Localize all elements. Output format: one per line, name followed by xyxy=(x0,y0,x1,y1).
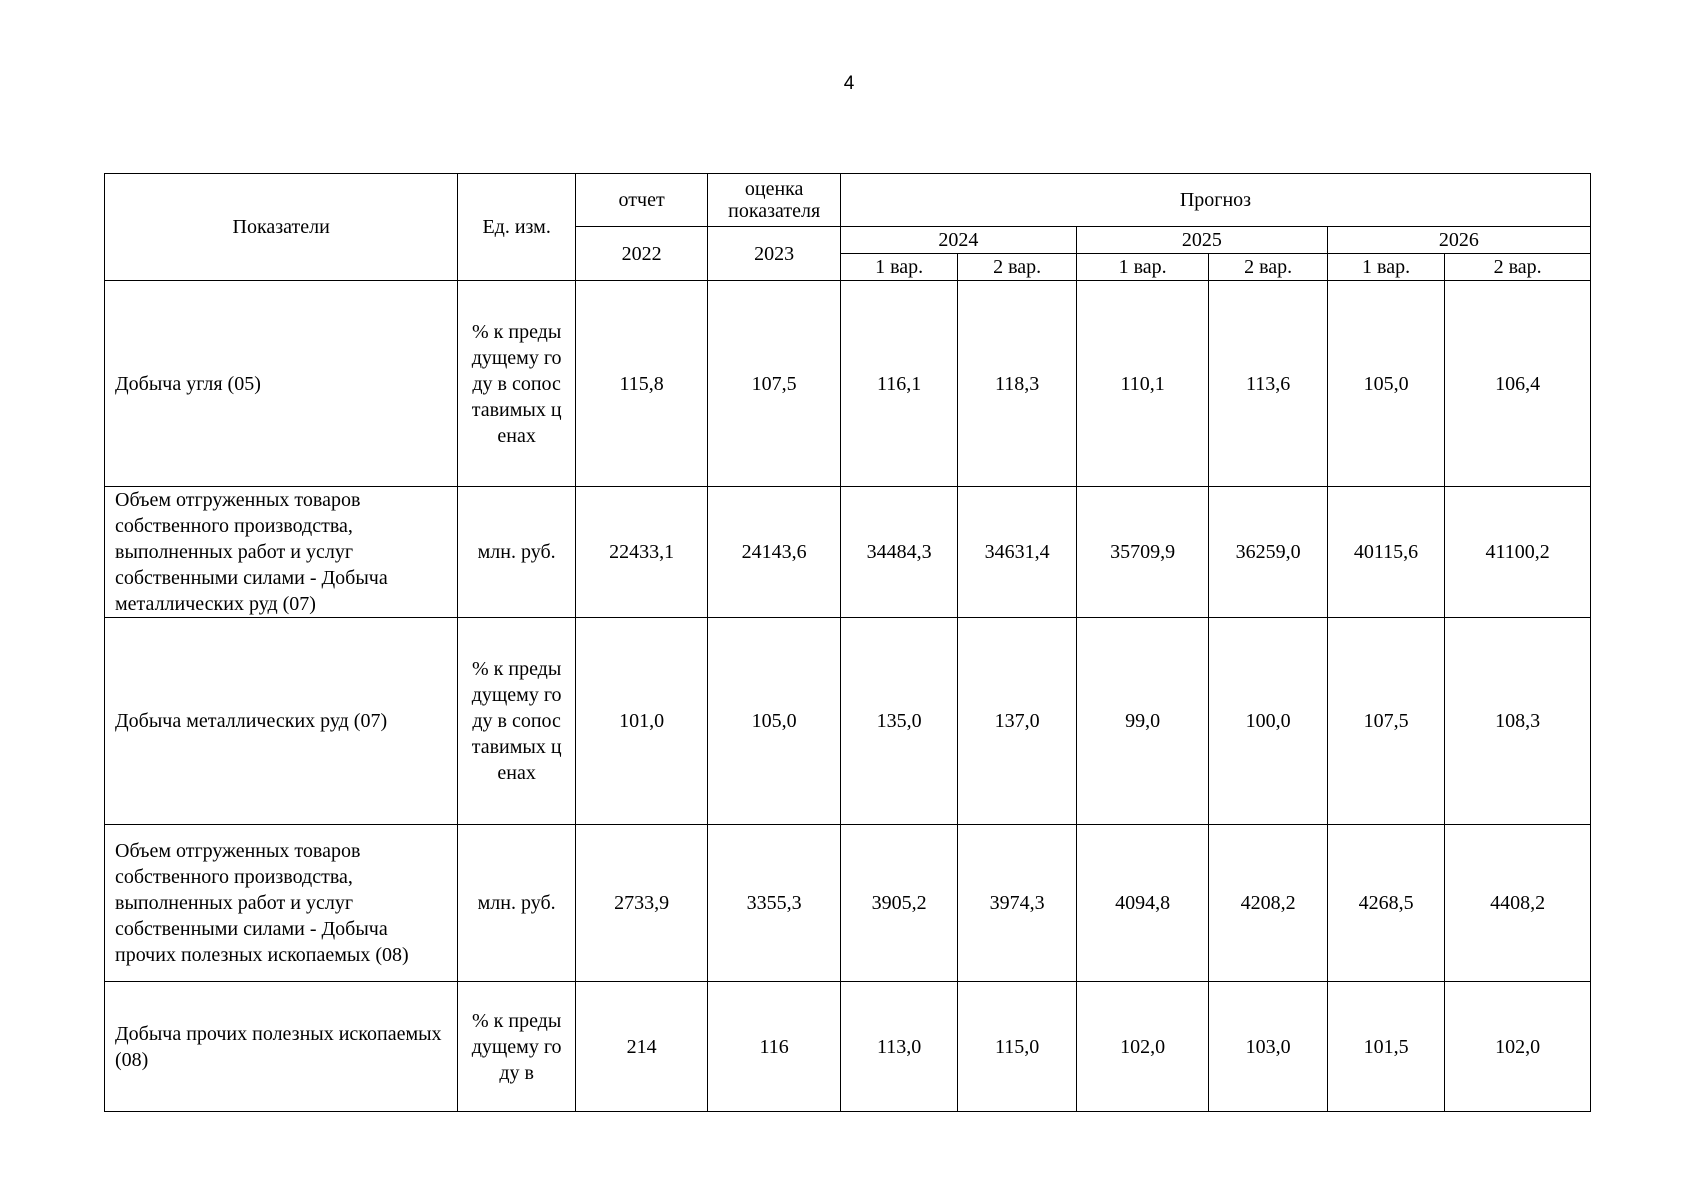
cell-2025-var2: 36259,0 xyxy=(1209,487,1327,618)
cell-2024-var1: 34484,3 xyxy=(840,487,957,618)
table-row xyxy=(105,825,1591,982)
row-unit-text: млн. руб. xyxy=(477,892,556,914)
header-year-2026: 2026 xyxy=(1327,227,1590,254)
cell-2025-var1: 35709,9 xyxy=(1076,487,1209,618)
cell-2026-var1: 4268,5 xyxy=(1327,825,1444,982)
cell-2022: 101,0 xyxy=(575,618,708,825)
row-unit xyxy=(458,825,575,982)
cell-2022: 214 xyxy=(575,982,708,1112)
row-name: Добыча металлических руд (07) xyxy=(105,618,458,825)
cell-2024-var2: 137,0 xyxy=(958,618,1076,825)
forecast-table xyxy=(104,173,1591,1112)
table-body xyxy=(105,281,1591,1112)
row-name: Объем отгруженных товаров собственного производства, выполненных работ и услуг собственными силами - Добыча прочих полезных ископаемых (08) xyxy=(105,825,458,982)
cell-2026-var2: 106,4 xyxy=(1445,281,1591,487)
header-year-2022: 2022 xyxy=(575,227,708,281)
cell-2024-var2: 3974,3 xyxy=(958,825,1076,982)
cell-2026-var1: 107,5 xyxy=(1327,618,1444,825)
row-name: Добыча прочих полезных ископаемых (08) xyxy=(105,982,458,1112)
row-name: Добыча угля (05) xyxy=(105,281,458,487)
cell-2026-var2: 102,0 xyxy=(1445,982,1591,1112)
cell-2025-var2: 103,0 xyxy=(1209,982,1327,1112)
row-unit-text: % к предыдущему году в xyxy=(471,1009,562,1084)
table-row xyxy=(105,618,1591,825)
header-indicators: Показатели xyxy=(105,174,458,281)
cell-2025-var1: 99,0 xyxy=(1076,618,1209,825)
cell-2026-var2: 4408,2 xyxy=(1445,825,1591,982)
cell-2026-var1: 105,0 xyxy=(1327,281,1444,487)
cell-2026-var1: 40115,6 xyxy=(1327,487,1444,618)
header-2024-var1: 1 вар. xyxy=(840,254,957,281)
header-year-2023: 2023 xyxy=(708,227,841,281)
row-unit-text: % к предыдущему году в сопоставимых ценах xyxy=(471,320,562,447)
header-2024-var2: 2 вар. xyxy=(958,254,1076,281)
row-unit-text: % к предыдущему году в сопоставимых ценах xyxy=(471,658,562,784)
table-row xyxy=(105,487,1591,618)
cell-2024-var2: 118,3 xyxy=(958,281,1076,487)
cell-2025-var2: 4208,2 xyxy=(1209,825,1327,982)
header-2026-var1: 1 вар. xyxy=(1327,254,1444,281)
header-forecast: Прогноз xyxy=(840,174,1590,227)
cell-2025-var1: 102,0 xyxy=(1076,982,1209,1112)
header-estimate: оценка показателя xyxy=(708,174,841,227)
cell-2025-var1: 4094,8 xyxy=(1076,825,1209,982)
header-2025-var2: 2 вар. xyxy=(1209,254,1327,281)
cell-2025-var2: 100,0 xyxy=(1209,618,1327,825)
header-unit: Ед. изм. xyxy=(458,174,575,281)
cell-2025-var2: 113,6 xyxy=(1209,281,1327,487)
cell-2026-var1: 101,5 xyxy=(1327,982,1444,1112)
table-row xyxy=(105,281,1591,487)
cell-2025-var1: 110,1 xyxy=(1076,281,1209,487)
row-unit xyxy=(458,618,575,825)
cell-2023: 116 xyxy=(708,982,841,1112)
header-report: отчет xyxy=(575,174,708,227)
row-unit xyxy=(458,982,575,1112)
cell-2023: 107,5 xyxy=(708,281,841,487)
header-2026-var2: 2 вар. xyxy=(1445,254,1591,281)
page-number: 4 xyxy=(843,73,855,94)
cell-2023: 24143,6 xyxy=(708,487,841,618)
cell-2022: 22433,1 xyxy=(575,487,708,618)
row-unit xyxy=(458,281,575,487)
cell-2026-var2: 41100,2 xyxy=(1445,487,1591,618)
header-year-2024: 2024 xyxy=(840,227,1076,254)
cell-2026-var2: 108,3 xyxy=(1445,618,1591,825)
header-year-2025: 2025 xyxy=(1076,227,1327,254)
cell-2024-var1: 135,0 xyxy=(840,618,957,825)
row-name: Объем отгруженных товаров собственного производства, выполненных работ и услуг собственными силами - Добыча металлических руд (07) xyxy=(105,487,458,618)
row-unit xyxy=(458,487,575,618)
cell-2024-var2: 34631,4 xyxy=(958,487,1076,618)
cell-2024-var1: 113,0 xyxy=(840,982,957,1112)
table-row xyxy=(105,982,1591,1112)
header-2025-var1: 1 вар. xyxy=(1076,254,1209,281)
cell-2024-var1: 116,1 xyxy=(840,281,957,487)
cell-2023: 105,0 xyxy=(708,618,841,825)
table-header xyxy=(105,174,1591,281)
row-unit-text: млн. руб. xyxy=(477,541,556,563)
cell-2023: 3355,3 xyxy=(708,825,841,982)
cell-2022: 2733,9 xyxy=(575,825,708,982)
cell-2024-var1: 3905,2 xyxy=(840,825,957,982)
cell-2022: 115,8 xyxy=(575,281,708,487)
cell-2024-var2: 115,0 xyxy=(958,982,1076,1112)
